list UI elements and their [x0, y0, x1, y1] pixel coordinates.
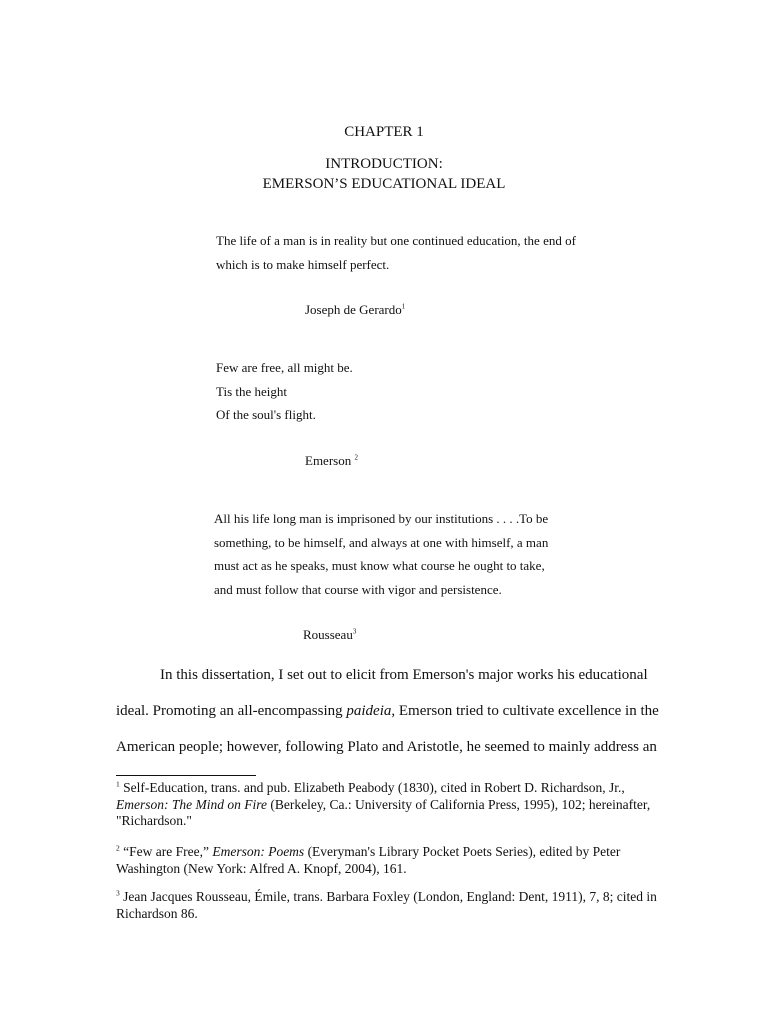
- footnote-line: Richardson 86.: [116, 905, 198, 921]
- chapter-number: CHAPTER 1: [344, 124, 424, 140]
- epigraph-line: which is to make himself perfect.: [216, 256, 390, 272]
- epigraph-3-attribution: [303, 627, 356, 643]
- epigraph-line: something, to be himself, and always at one with himself, a man: [214, 534, 549, 550]
- footnote-mark: 3: [116, 888, 120, 898]
- footnote-line: "Richardson.": [116, 813, 192, 828]
- footnote-text: “Few are Free,”: [123, 844, 213, 859]
- footnote-2: [116, 844, 620, 877]
- footnote-line: [116, 780, 650, 797]
- body-line-3: American people; however, following Plato and Aristotle, he seemed to mainly address an: [116, 739, 657, 755]
- footnote-title: Emerson: The Mind on Fire: [116, 796, 267, 812]
- epigraph-1-attribution: [305, 302, 405, 318]
- epigraph-2: [216, 356, 353, 427]
- footnote-title: Emerson: Poems: [212, 844, 305, 859]
- epigraph-1: [216, 229, 576, 276]
- footnote-text: (Berkeley, Ca.: University of California Press, 1995), 102; hereinafter,: [266, 796, 651, 812]
- footnote-text: Jean Jacques Rousseau, Émile, trans. Barbara Foxley (London, England: Dent, 1911), 7, 8; cited in: [123, 889, 657, 904]
- attribution-name: Joseph de Gerardo: [305, 302, 402, 317]
- footnote-text: (Everyman's Library Pocket Poets Series), edited by Peter: [304, 844, 621, 859]
- chapter-title-line-1: INTRODUCTION:: [325, 156, 443, 172]
- epigraph-line: and must follow that course with vigor and persistence.: [214, 581, 502, 597]
- footnote-line: [116, 797, 650, 814]
- epigraph-line: All his life long man is imprisoned by our institutions . . . .To be: [214, 511, 549, 526]
- footnote-reference: 2: [354, 453, 358, 462]
- chapter-title-line-2: EMERSON’S EDUCATIONAL IDEAL: [262, 176, 506, 192]
- footnote-3: [116, 889, 657, 922]
- attribution-name: Rousseau: [303, 627, 353, 642]
- epigraph-line: Of the soul's flight.: [216, 407, 316, 422]
- emphasis-text: paideia: [346, 703, 392, 719]
- epigraph-line: Tis the height: [216, 383, 288, 399]
- body-line-1: In this dissertation, I set out to elicit from Emerson's major works his educational: [160, 667, 648, 683]
- epigraph-3: [214, 507, 548, 601]
- footnote-mark: 1: [116, 779, 120, 789]
- footnote-line: [116, 889, 657, 906]
- footnote-text: Self-Education, trans. and pub. Elizabeth Peabody (1830), cited in Robert D. Richardson, Jr.,: [123, 780, 625, 795]
- body-line-2: [116, 703, 659, 720]
- footnote-1: [116, 780, 650, 830]
- footnote-line: [116, 844, 620, 861]
- attribution-name: Emerson: [305, 453, 352, 468]
- body-text: ideal. Promoting an all-encompassing: [116, 703, 347, 719]
- footnote-mark: 2: [116, 843, 120, 853]
- epigraph-line: must act as he speaks, must know what course he ought to take,: [214, 558, 545, 573]
- body-text: , Emerson tried to cultivate excellence in the: [391, 703, 659, 719]
- footnote-reference: 3: [352, 627, 357, 636]
- epigraph-line: The life of a man is in reality but one continued education, the end of: [216, 233, 576, 248]
- footnote-separator: [116, 775, 256, 776]
- footnote-line: Washington (New York: Alfred A. Knopf, 2004), 161.: [116, 860, 407, 876]
- epigraph-line: Few are free, all might be.: [216, 360, 353, 375]
- footnote-reference: 1: [401, 302, 406, 311]
- epigraph-2-attribution: [305, 453, 358, 469]
